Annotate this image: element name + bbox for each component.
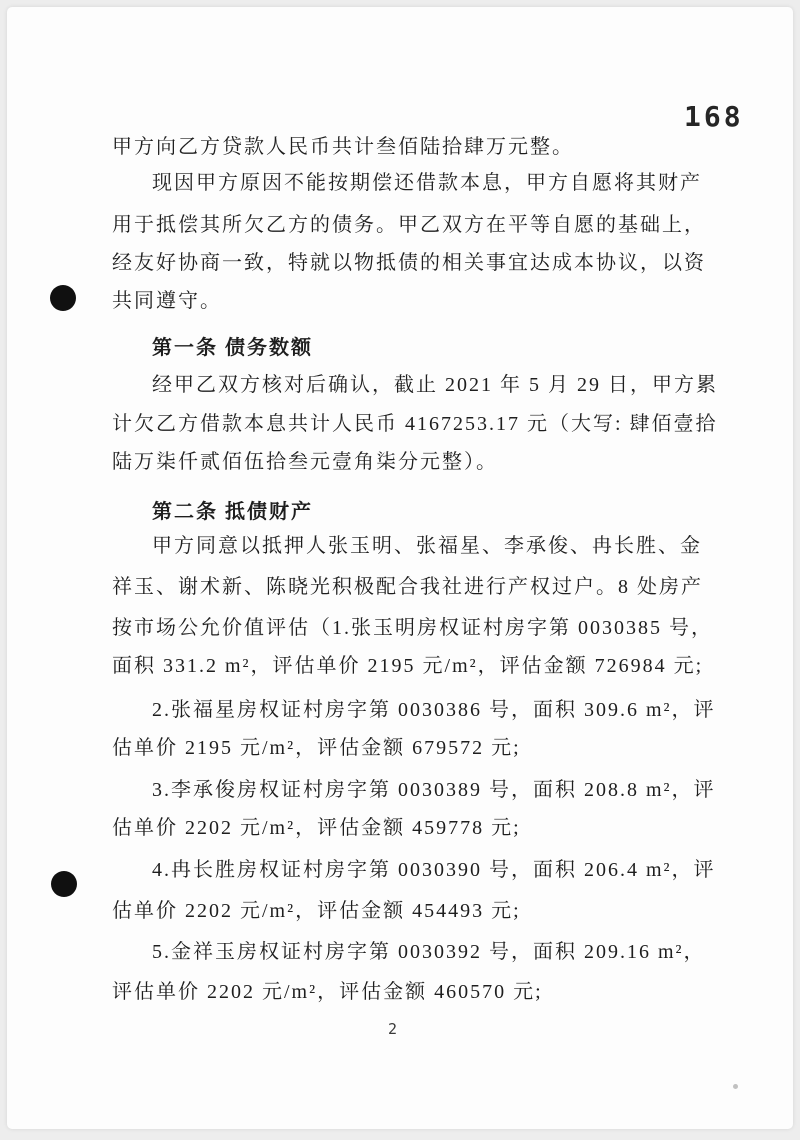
text-line: 甲方同意以抵押人张玉明、张福星、李承俊、冉长胜、金	[152, 535, 702, 557]
text-line: 共同遵守。	[112, 290, 222, 312]
text-line: 经友好协商一致，特就以物抵债的相关事宜达成本协议，以资	[112, 252, 706, 274]
scan-artifact-speck	[733, 1084, 738, 1089]
text-line: 2.张福星房权证村房字第 0030386 号，面积 309.6 m²，评	[152, 699, 716, 721]
text-line: 按市场公允价值评估（1.张玉明房权证村房字第 0030385 号，	[112, 617, 713, 639]
text-line: 估单价 2202 元/m²，评估金额 454493 元;	[112, 900, 521, 922]
text-line: 估单价 2202 元/m²，评估金额 459778 元;	[112, 817, 521, 839]
text-line: 陆万柒仟贰佰伍拾叁元壹角柒分元整）。	[112, 451, 498, 473]
text-line: 5.金祥玉房权证村房字第 0030392 号，面积 209.16 m²，	[152, 941, 706, 963]
page-stamp-number: 168	[684, 100, 744, 133]
text-line: 3.李承俊房权证村房字第 0030389 号，面积 208.8 m²，评	[152, 779, 716, 801]
text-line: 用于抵偿其所欠乙方的债务。甲乙双方在平等自愿的基础上，	[112, 214, 706, 236]
text-line: 现因甲方原因不能按期偿还借款本息，甲方自愿将其财产	[152, 172, 702, 194]
punch-hole-dot	[50, 285, 76, 311]
footer-page-number: 2	[388, 1020, 398, 1038]
text-line: 估单价 2195 元/m²，评估金额 679572 元;	[112, 737, 521, 759]
text-line: 甲方向乙方贷款人民币共计叁佰陆拾肆万元整。	[112, 136, 574, 158]
text-line: 面积 331.2 m²，评估单价 2195 元/m²，评估金额 726984 元;	[112, 655, 704, 677]
section-heading-2: 第二条 抵债财产	[152, 501, 313, 523]
punch-hole-dot	[51, 871, 77, 897]
text-line: 评估单价 2202 元/m²，评估金额 460570 元;	[112, 981, 543, 1003]
text-line: 计欠乙方借款本息共计人民币 4167253.17 元（大写: 肆佰壹拾	[112, 413, 718, 435]
text-line: 祥玉、谢术新、陈晓光积极配合我社进行产权过户。8 处房产	[112, 576, 703, 598]
section-heading-1: 第一条 债务数额	[152, 337, 313, 359]
text-line: 4.冉长胜房权证村房字第 0030390 号，面积 206.4 m²，评	[152, 859, 716, 881]
text-line: 经甲乙双方核对后确认，截止 2021 年 5 月 29 日，甲方累	[152, 374, 718, 396]
